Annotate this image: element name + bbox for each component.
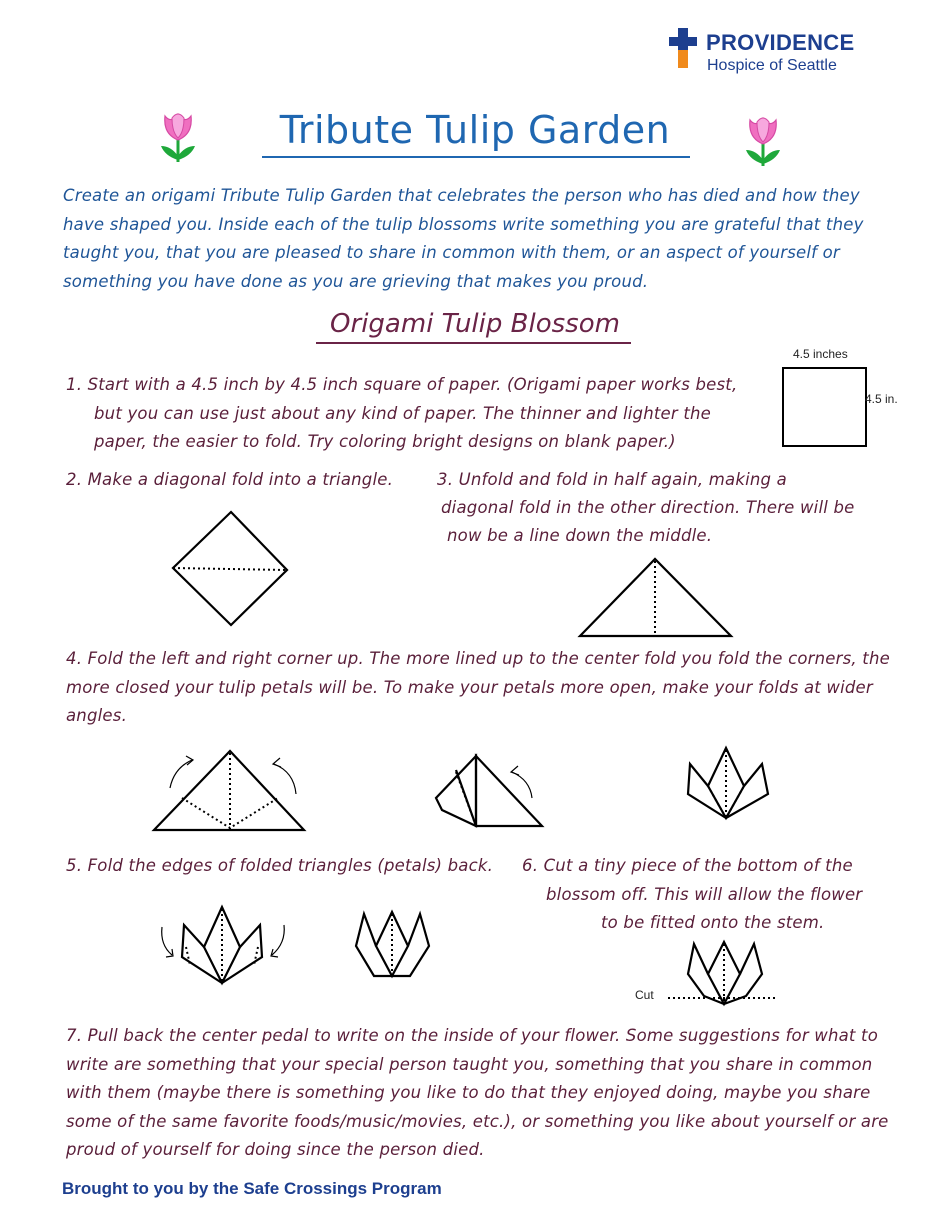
cut-label: Cut: [635, 988, 654, 1002]
section-subtitle: Origami Tulip Blossom: [330, 309, 620, 339]
intro-paragraph: Create an origami Tribute Tulip Garden that celebrates the person who has died and how they have shaped you. Inside each of the tulip blossoms write something you are grateful that they taught you, that you are pleased to share in common with them, or an aspect of yourself or something you have done as you are grieving that makes you proud.: [63, 186, 864, 291]
step-7-text: 7. Pull back the center pedal to write on the inside of your flower. Some suggestions for what to write are something that your special person taught you, something that you share in common with them (maybe there is something you like to do that they enjoyed doing, maybe you share some of the same favorite foods/music/movies, etc.), or something you like about yourself or are proud of yourself for doing since the person died.: [66, 1026, 889, 1159]
square-height-label: 4.5 in.: [865, 392, 898, 406]
step-2-diamond-diagram: [168, 510, 290, 628]
providence-cross-icon: [669, 28, 697, 68]
square-width-label: 4.5 inches: [793, 347, 848, 361]
step-5-text: 5. Fold the edges of folded triangles (petals) back.: [66, 856, 494, 875]
step-1-line-2: but you can use just about any kind of paper. The thinner and lighter the: [94, 404, 712, 423]
step-5a-diagram: [156, 905, 288, 987]
footer-credit: Brought to you by the Safe Crossings Program: [62, 1179, 442, 1198]
cut-line: [668, 995, 776, 1001]
step-6-line-2: blossom off. This will allow the flower: [546, 885, 863, 904]
step-4c-diagram: [686, 746, 772, 822]
subtitle-underline: [316, 342, 631, 344]
step-4a-diagram: [150, 748, 310, 834]
step-6-line-3: to be fitted onto the stem.: [601, 913, 825, 932]
paper-square-diagram: [782, 367, 867, 447]
step-5b-diagram: [354, 910, 432, 980]
step-3-line-3: now be a line down the middle.: [447, 526, 713, 545]
step-3-line-1: 3. Unfold and fold in half again, making a: [437, 470, 787, 489]
step-1-line-1: 1. Start with a 4.5 inch by 4.5 inch square of paper. (Origami paper works best,: [66, 375, 738, 394]
step-4b-diagram: [432, 752, 547, 832]
title-underline: [262, 156, 690, 158]
logo-subtitle: Hospice of Seattle: [707, 57, 837, 74]
step-2-text: 2. Make a diagonal fold into a triangle.: [66, 470, 394, 489]
step-3-line-2: diagonal fold in the other direction. There will be: [441, 498, 855, 517]
page-title: Tribute Tulip Garden: [279, 108, 671, 152]
step-6-line-1: 6. Cut a tiny piece of the bottom of the: [522, 856, 853, 875]
logo-name: PROVIDENCE: [706, 30, 855, 55]
step-4-text: 4. Fold the left and right corner up. The more lined up to the center fold you fold the corners, the more closed your tulip petals will be. To make your petals more open, make your folds at wider angles.: [66, 649, 890, 725]
step-3-triangle-diagram: [578, 556, 734, 640]
step-1-line-3: paper, the easier to fold. Try coloring bright designs on blank paper.): [94, 432, 676, 451]
